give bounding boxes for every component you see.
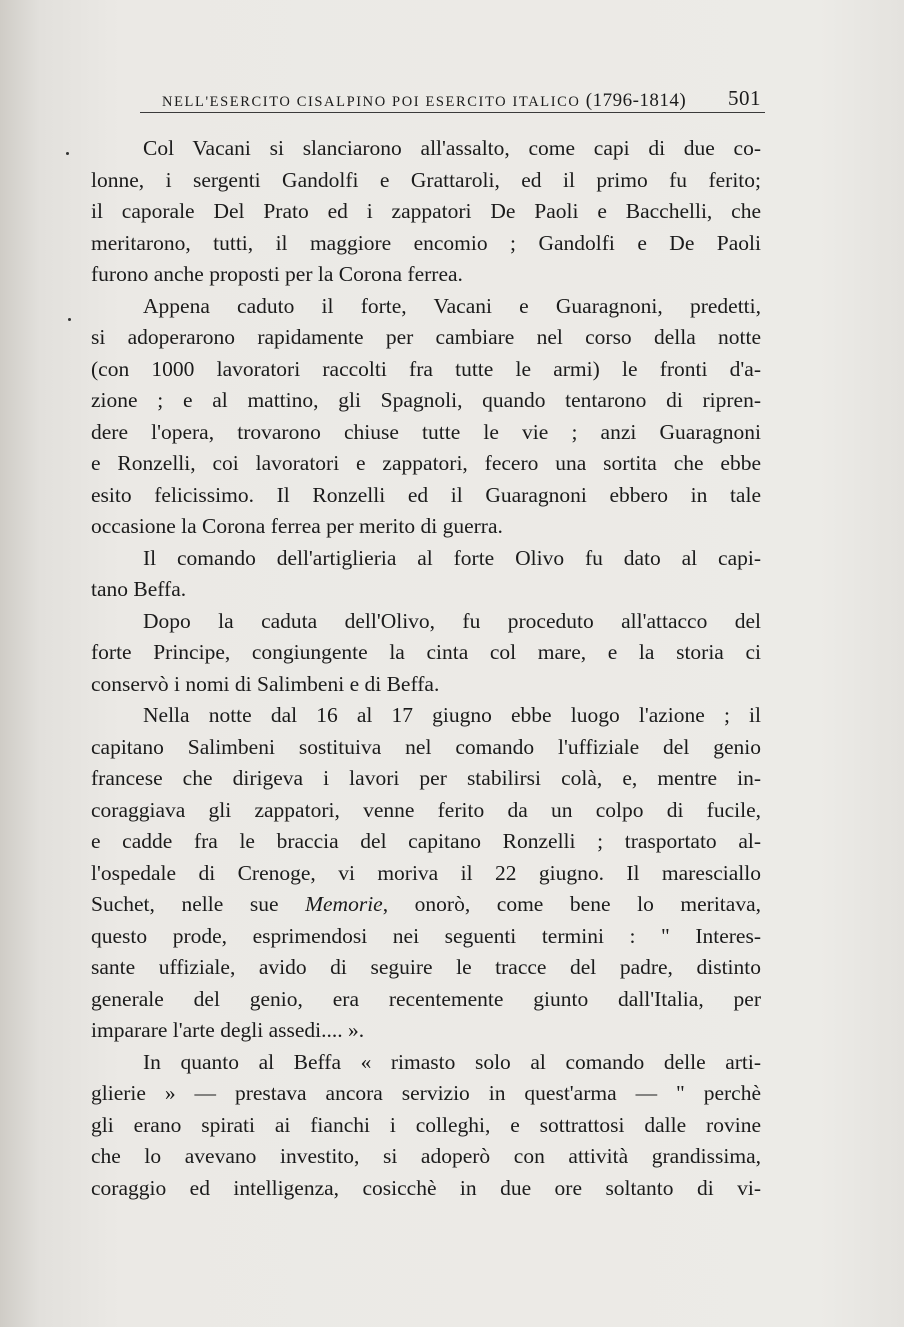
text-line: lonne, i sergenti Gandolfi e Grattaroli, ed il primo fu ferito;	[91, 167, 761, 192]
text-segment: Suchet, nelle sue	[91, 892, 306, 916]
text-line: Dopo la caduta dell'Olivo, fu proceduto all'attacco del	[143, 608, 761, 633]
text-line: zione ; e al mattino, gli Spagnoli, quando tentarono di ripren-	[91, 388, 761, 412]
margin-speck	[66, 152, 69, 155]
text-line: che lo avevano investito, si adoperò con attività grandissima,	[91, 1144, 761, 1168]
body-text	[91, 133, 761, 1204]
text-line: Nella notte dal 16 al 17 giugno ebbe luogo l'azione ; il	[143, 703, 761, 727]
text-line: coraggiava gli zappatori, venne ferito da un colpo di fucile,	[91, 797, 761, 822]
text-line: Col Vacani si slanciarono all'assalto, come capi di due co-	[143, 136, 761, 160]
text-line: e Ronzelli, coi lavoratori e zappatori, fecero una sortita che ebbe	[91, 451, 761, 475]
text-line: meritarono, tutti, il maggiore encomio ; Gandolfi e De Paoli	[91, 230, 761, 255]
text-line: occasione la Corona ferrea per merito di guerra.	[91, 514, 503, 538]
text-line: e cadde fra le braccia del capitano Ronzelli ; trasportato al-	[91, 829, 761, 853]
text-line: si adoperarono rapidamente per cambiare nel corso della notte	[91, 325, 761, 349]
text-line: In quanto al Beffa « rimasto solo al comando delle arti-	[143, 1049, 761, 1074]
text-line: glierie » — prestava ancora servizio in quest'arma — " perchè	[91, 1081, 761, 1105]
text-line: francese che dirigeva i lavori per stabilirsi colà, e, mentre in-	[91, 766, 761, 790]
running-title	[162, 90, 686, 112]
running-title-dates: (1796-1814)	[585, 90, 687, 111]
margin-speck	[68, 318, 71, 321]
text-line: dere l'opera, trovarono chiuse tutte le vie ; anzi Guaragnoni	[91, 419, 761, 444]
text-line: Il comando dell'artiglieria al forte Olivo fu dato al capi-	[143, 545, 761, 570]
text-line: esito felicissimo. Il Ronzelli ed il Guaragnoni ebbero in tale	[91, 482, 761, 507]
running-header	[140, 86, 765, 113]
page-number: 501	[728, 86, 761, 110]
text-line: l'ospedale di Crenoge, vi moriva il 22 giugno. Il maresciallo	[91, 860, 761, 885]
text-line: gli erano spirati ai fianchi i colleghi, e sottrattosi dalle rovine	[91, 1112, 761, 1137]
text-line	[91, 889, 761, 921]
text-line: generale del genio, era recentemente giunto dall'Italia, per	[91, 986, 761, 1011]
text-line: furono anche proposti per la Corona ferrea.	[91, 262, 463, 286]
text-line: il caporale Del Prato ed i zappatori De Paoli e Bacchelli, che	[91, 199, 761, 223]
text-line: sante uffiziale, avido di seguire le tracce del padre, distinto	[91, 955, 761, 979]
text-line: capitano Salimbeni sostituiva nel comando l'uffiziale del genio	[91, 734, 761, 759]
text-line: forte Principe, congiungente la cinta col mare, e la storia ci	[91, 640, 761, 664]
running-title-text: NELL'ESERCITO CISALPINO POI ESERCITO ITALICO	[162, 94, 581, 110]
text-line: (con 1000 lavoratori raccolti fra tutte le armi) le fronti d'a-	[91, 356, 761, 381]
text-line: conservò i nomi di Salimbeni e di Beffa.	[91, 671, 440, 696]
text-line: Appena caduto il forte, Vacani e Guaragnoni, predetti,	[143, 293, 761, 318]
text-line: imparare l'arte degli assedi.... ».	[91, 1018, 365, 1042]
text-line: tano Beffa.	[91, 577, 187, 601]
text-segment: , onorò, come bene lo meritava,	[382, 892, 761, 916]
text-line: coraggio ed intelligenza, cosicchè in due ore soltanto di vi-	[91, 1175, 761, 1200]
italic-title: Memorie	[305, 892, 383, 916]
text-line: questo prode, esprimendosi nei seguenti termini : " Interes-	[91, 923, 761, 948]
